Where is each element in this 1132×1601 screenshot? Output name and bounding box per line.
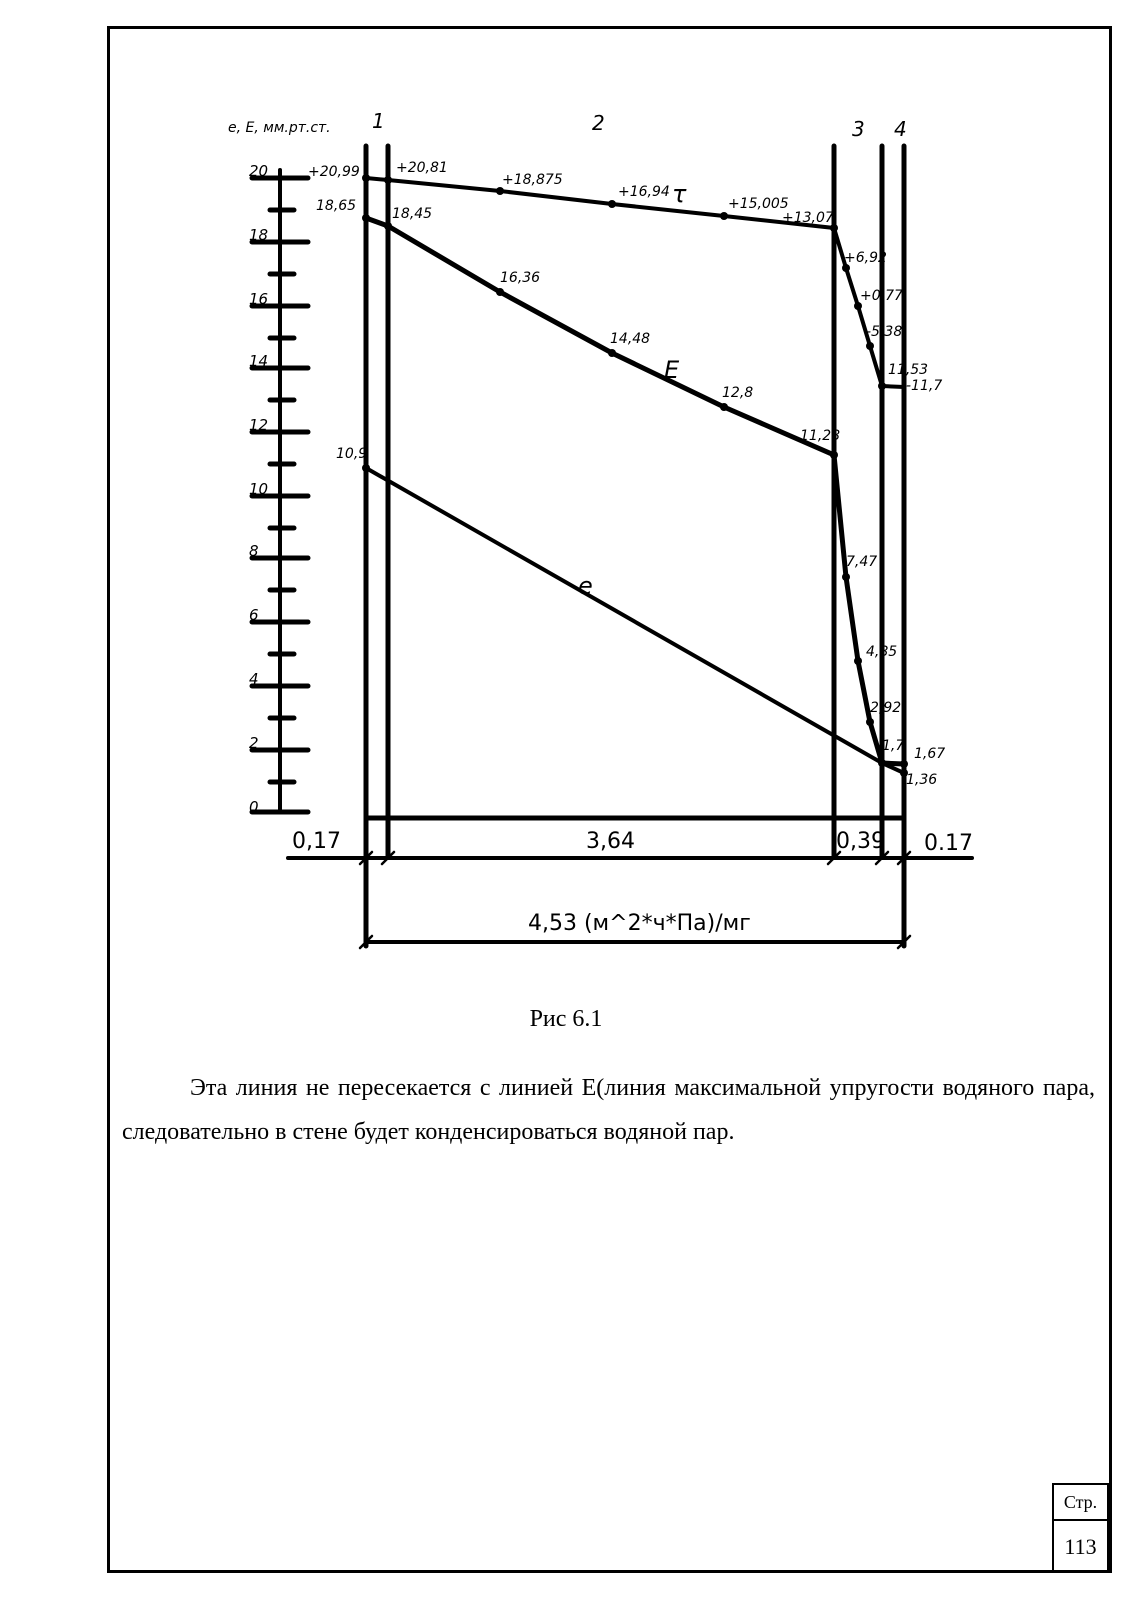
resistance-labels — [292, 829, 973, 936]
layer-number: 3 — [852, 117, 865, 141]
tau-value: +15,005 — [728, 196, 789, 212]
page-stamp — [1052, 1483, 1109, 1573]
y-tick-label: 18 — [249, 226, 269, 244]
tau-value: +20,99 — [308, 164, 360, 180]
resistance-layer-1: 0,17 — [292, 829, 341, 854]
y-tick-label: 2 — [249, 734, 259, 752]
layer-numbers — [372, 109, 907, 141]
page-stamp-label: Стр. — [1054, 1485, 1107, 1521]
E-line — [366, 218, 904, 764]
curve-labels — [578, 180, 687, 600]
E-value: 4,85 — [866, 644, 898, 660]
E-value: 14,48 — [610, 331, 651, 347]
e-line — [366, 468, 904, 773]
e-curve-label: e — [578, 572, 593, 600]
E-value: 18,65 — [316, 198, 357, 214]
y-tick-label: 16 — [249, 290, 269, 308]
y-tick-label: 0 — [249, 798, 259, 816]
y-tick-label: 8 — [249, 542, 259, 560]
resistance-layer-2: 3,64 — [586, 829, 635, 854]
tau-value: +18,875 — [502, 172, 563, 188]
E-curve-label: E — [664, 356, 680, 384]
E-value: 12,8 — [722, 385, 754, 401]
tau-value: +13,07 — [782, 210, 834, 226]
tau-curve-label: τ — [672, 180, 687, 208]
resistance-layer-4: 0.17 — [924, 831, 973, 856]
e-value: 1,36 — [906, 772, 938, 788]
y-tick-label: 12 — [249, 416, 269, 434]
page-number: 113 — [1064, 1534, 1097, 1559]
tau-value: +6,92 — [844, 250, 887, 266]
E-value: 1,67 — [914, 746, 946, 762]
tau-value: +0,77 — [860, 288, 903, 304]
layer-number: 4 — [894, 117, 907, 141]
y-tick-label: 6 — [249, 606, 259, 624]
layer-boundaries — [366, 146, 904, 946]
y-tick-label: 10 — [249, 480, 269, 498]
resistance-layer-3: 0,39 — [836, 829, 885, 854]
E-value: 11,28 — [800, 428, 841, 444]
E-value: 1,7 — [882, 738, 905, 754]
tau-value: +20,81 — [396, 160, 448, 176]
axis-title: e, E, мм.рт.ст. — [228, 120, 331, 136]
body-paragraph: Эта линия не пересекается с линией Е(линия максимальной упругости водяного пара, следовательно в стене будет конденсироваться водяной пар. — [122, 1075, 1095, 1145]
E-value: 2,92 — [870, 700, 902, 716]
data-points — [362, 174, 908, 777]
E-value: 7,47 — [846, 554, 878, 570]
layer-number: 2 — [592, 111, 605, 135]
e-value-labels — [336, 446, 937, 788]
y-tick-label: 20 — [249, 162, 269, 180]
e-value: 10,9 — [336, 446, 368, 462]
y-tick-labels — [249, 162, 268, 816]
y-tick-label: 4 — [249, 670, 259, 688]
tau-value: -11,7 — [906, 378, 943, 394]
E-value: 16,36 — [500, 270, 541, 286]
layer-number: 1 — [372, 109, 385, 133]
total-resistance: 4,53 (м^2*ч*Па)/мг — [528, 911, 751, 936]
y-tick-label: 14 — [249, 352, 269, 370]
figure-caption: Рис 6.1 — [529, 1006, 603, 1032]
tau-value: -5,38 — [866, 324, 903, 340]
E-value: 18,45 — [392, 206, 433, 222]
E-value: 11,53 — [888, 362, 929, 378]
tau-value: +16,94 — [618, 184, 670, 200]
